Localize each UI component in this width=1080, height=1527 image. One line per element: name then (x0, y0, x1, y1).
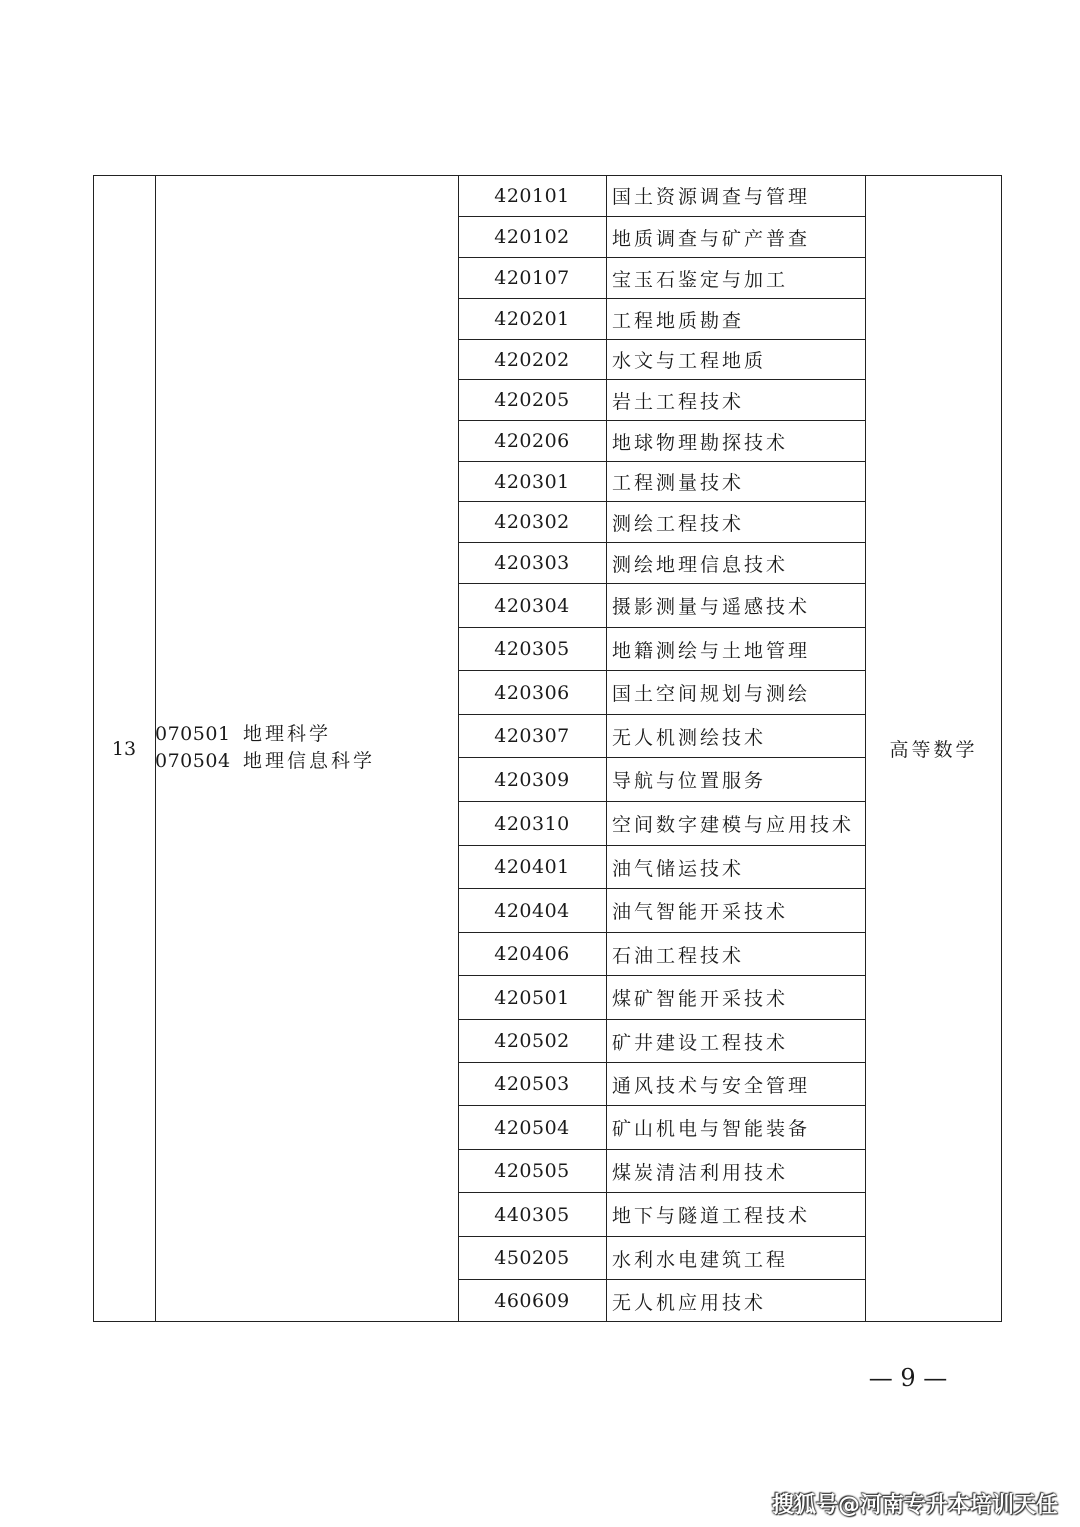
vocational-major-name: 测绘地理信息技术 (612, 553, 789, 576)
vocational-major-name: 水利水电建筑工程 (612, 1248, 789, 1271)
vocational-major-row (458, 542, 865, 583)
vocational-major-row (458, 257, 865, 298)
vocational-major-code: 420304 (494, 594, 570, 617)
exam-subject-cell (865, 175, 1002, 1322)
vocational-major-code: 420504 (494, 1116, 570, 1139)
vocational-major-row (458, 1236, 865, 1279)
vocational-major-row (458, 379, 865, 420)
vocational-major-row (458, 975, 865, 1019)
vocational-major-code: 420206 (494, 430, 570, 452)
vocational-major-name: 油气储运技术 (612, 857, 745, 880)
vocational-major-name: 矿山机电与智能装备 (612, 1118, 811, 1140)
vocational-major-name: 无人机应用技术 (612, 1291, 767, 1314)
vocational-major-row (458, 1105, 865, 1149)
undergraduate-major-code: 070501 (155, 723, 231, 745)
undergraduate-major (155, 748, 458, 775)
vocational-major-code: 420301 (494, 470, 570, 493)
vocational-major-name: 地下与隧道工程技术 (612, 1205, 811, 1227)
undergraduate-major-name: 地理科学 (243, 723, 332, 745)
vocational-major-name: 国土空间规划与测绘 (612, 683, 811, 705)
vocational-major-code: 420101 (494, 184, 570, 207)
vocational-majors-column (458, 175, 865, 1322)
vocational-major-row (458, 757, 865, 801)
vocational-major-row (458, 670, 865, 714)
vocational-major-code: 420305 (494, 638, 570, 660)
vocational-major-code: 420303 (494, 552, 570, 574)
vocational-major-row (458, 216, 865, 257)
vocational-major-code: 420307 (494, 725, 570, 747)
vocational-major-name: 工程测量技术 (612, 472, 745, 494)
vocational-major-code: 420107 (494, 267, 570, 289)
vocational-major-name: 油气智能开采技术 (612, 901, 789, 923)
page-number: — 9 — (868, 1364, 948, 1392)
vocational-major-name: 测绘工程技术 (612, 512, 745, 535)
vocational-major-code: 440305 (494, 1203, 570, 1226)
vocational-major-row (458, 888, 865, 932)
vocational-major-row (458, 714, 865, 757)
vocational-major-row (458, 845, 865, 888)
vocational-major-code: 420501 (494, 986, 570, 1009)
undergraduate-majors-cell (155, 721, 458, 775)
vocational-major-name: 宝玉石鉴定与加工 (612, 268, 789, 291)
exam-subject: 高等数学 (889, 739, 978, 761)
vocational-major-row (458, 1192, 865, 1236)
vocational-major-row (458, 339, 865, 379)
vocational-major-code: 450205 (494, 1247, 570, 1269)
vocational-major-code: 460609 (494, 1290, 570, 1312)
vocational-major-code: 420205 (494, 389, 570, 411)
vocational-major-row (458, 932, 865, 975)
vocational-major-name: 工程地质勘查 (612, 309, 745, 332)
vocational-major-name: 地籍测绘与土地管理 (612, 639, 811, 662)
watermark: 搜狐号@河南专升本培训天任 (771, 1493, 1058, 1518)
vocational-major-row (458, 461, 865, 501)
vocational-major-code: 420309 (494, 768, 570, 791)
undergraduate-major-code: 070504 (155, 750, 231, 772)
vocational-major-code: 420502 (494, 1030, 570, 1052)
vocational-major-code: 420404 (494, 899, 570, 922)
vocational-major-code: 420302 (494, 511, 570, 533)
vocational-major-name: 地球物理勘探技术 (612, 431, 789, 454)
vocational-major-code: 420201 (494, 308, 570, 330)
vocational-major-name: 地质调查与矿产普查 (612, 227, 811, 250)
vocational-major-name: 空间数字建模与应用技术 (612, 814, 855, 836)
vocational-major-code: 420102 (494, 226, 570, 248)
vocational-major-name: 无人机测绘技术 (612, 726, 767, 749)
undergraduate-major (155, 721, 458, 748)
vocational-major-name: 通风技术与安全管理 (612, 1074, 811, 1097)
vocational-major-row (458, 1279, 865, 1322)
vocational-major-code: 420401 (494, 856, 570, 878)
vocational-major-code: 420406 (494, 943, 570, 965)
sequence-number-cell (93, 175, 155, 1322)
vocational-major-row (458, 801, 865, 845)
sequence-number: 13 (111, 737, 137, 760)
vocational-major-row (458, 1019, 865, 1062)
vocational-major-name: 水文与工程地质 (612, 350, 767, 372)
vocational-major-row (458, 1062, 865, 1105)
vocational-major-name: 煤矿智能开采技术 (612, 988, 789, 1010)
vocational-major-code: 420306 (494, 681, 570, 704)
vocational-major-name: 摄影测量与遥感技术 (612, 596, 811, 618)
vocational-major-name: 岩土工程技术 (612, 390, 745, 413)
vocational-major-row (458, 420, 865, 461)
vocational-major-name: 石油工程技术 (612, 944, 745, 967)
vocational-major-row (458, 627, 865, 670)
vocational-major-name: 煤炭清洁利用技术 (612, 1161, 789, 1184)
vocational-major-name: 矿井建设工程技术 (612, 1031, 789, 1054)
vocational-major-row (458, 1149, 865, 1192)
undergraduate-major-name: 地理信息科学 (243, 750, 376, 772)
vocational-major-code: 420505 (494, 1160, 570, 1182)
vocational-major-code: 420202 (494, 348, 570, 371)
vocational-major-code: 420503 (494, 1073, 570, 1095)
vocational-major-row (458, 501, 865, 542)
vocational-major-row (458, 298, 865, 339)
vocational-major-name: 国土资源调查与管理 (612, 186, 811, 208)
vocational-major-row (458, 583, 865, 627)
vocational-major-name: 导航与位置服务 (612, 770, 767, 792)
vocational-major-code: 420310 (494, 812, 570, 835)
vocational-major-row (458, 175, 865, 216)
major-correspondence-table (93, 175, 1002, 1322)
